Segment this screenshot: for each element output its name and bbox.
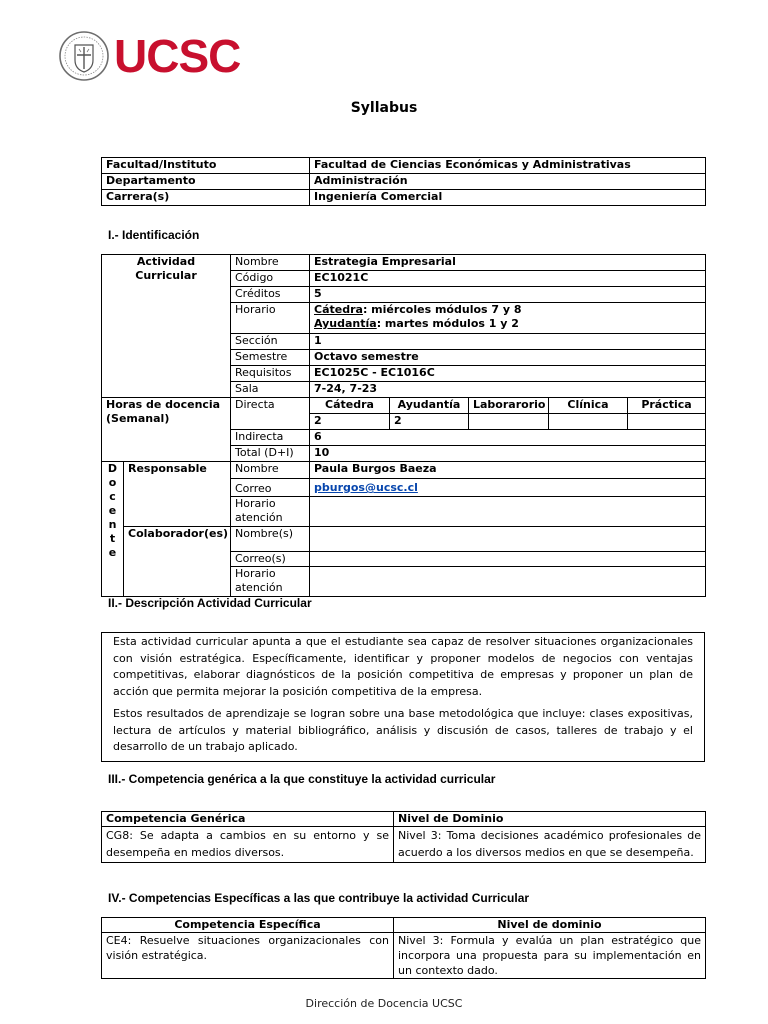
section-heading-identification: I.- Identificación xyxy=(108,228,200,242)
schedule-label: Horario xyxy=(231,303,310,334)
responsible-office-hours xyxy=(310,497,706,527)
requirements-label: Requisitos xyxy=(231,366,310,382)
hours-clinic xyxy=(549,414,628,430)
table-row xyxy=(102,158,706,174)
specific-competence-header: Competencia Específica xyxy=(102,918,394,933)
collaborator-email xyxy=(310,552,706,567)
collaborator-email-label: Correo(s) xyxy=(231,552,310,567)
collaborator-label: Colaborador(es) xyxy=(124,527,231,597)
section-heading-description: II.- Descripción Actividad Curricular xyxy=(108,596,312,610)
requirements-value: EC1025C - EC1016C xyxy=(310,366,706,382)
hours-header-assistantship: Ayudantía xyxy=(390,398,469,414)
specific-competence-table xyxy=(101,917,706,979)
hours-assistantship: 2 xyxy=(390,414,469,430)
generic-competence-header: Competencia Genérica xyxy=(102,812,394,827)
mastery-level-cell: Nivel 3: Toma decisiones académico profesionales de acuerdo a los diversos medios en que se desempeña. xyxy=(394,827,706,863)
university-seal-logo xyxy=(58,30,110,82)
docente-vertical-label: D o c e n t e xyxy=(102,462,124,597)
table-row xyxy=(102,174,706,190)
description-paragraph: Esta actividad curricular apunta a que el estudiante sea capaz de resolver situaciones organizacionales con visión estratégica. Específicamente, identificar y proponer modelos de negocios con ventajas competitivas, elaborar diagnósticos de la posición competitiva de empresas y proponer un plan de acción que permita mejorar la posición competitiva de la empresa. xyxy=(113,635,693,698)
responsible-email-link[interactable]: pburgos@ucsc.cl xyxy=(314,481,418,494)
indirect-label: Indirecta xyxy=(231,430,310,446)
teaching-hours-label: Horas de docencia (Semanal) xyxy=(102,398,231,462)
semester-value: Octavo semestre xyxy=(310,350,706,366)
collaborator-name-label: Nombre(s) xyxy=(231,527,310,552)
section-label: Sección xyxy=(231,334,310,350)
hours-header-clinic: Clínica xyxy=(549,398,628,414)
collaborator-office-hours-label: Horario atención xyxy=(231,567,310,597)
career-label: Carrera(s) xyxy=(102,190,310,206)
career-value: Ingeniería Comercial xyxy=(310,190,706,206)
department-value: Administración xyxy=(310,174,706,190)
table-row xyxy=(102,190,706,206)
semester-label: Semestre xyxy=(231,350,310,366)
indirect-value: 6 xyxy=(310,430,706,446)
responsible-email-label: Correo xyxy=(231,479,310,497)
hours-lab xyxy=(469,414,549,430)
total-value: 10 xyxy=(310,446,706,462)
course-code: EC1021C xyxy=(310,271,706,287)
section-heading-generic-competence: III.- Competencia genérica a la que constituye la actividad curricular xyxy=(108,772,496,786)
description-box xyxy=(101,632,705,762)
faculty-label: Facultad/Instituto xyxy=(102,158,310,174)
lecture-schedule: Cátedra: miércoles módulos 7 y 8 xyxy=(314,303,522,316)
schedule-value xyxy=(310,303,706,334)
generic-competence-table xyxy=(101,811,706,863)
total-label: Total (D+I) xyxy=(231,446,310,462)
specific-competence-cell: CE4: Resuelve situaciones organizacionales con visión estratégica. xyxy=(102,933,394,979)
page-footer: Dirección de Docencia UCSC xyxy=(305,997,463,1010)
hours-header-lecture: Cátedra xyxy=(310,398,390,414)
activity-label: Actividad Curricular xyxy=(102,255,231,398)
responsible-label: Responsable xyxy=(124,462,231,527)
direct-label: Directa xyxy=(231,398,310,430)
name-label: Nombre xyxy=(231,255,310,271)
course-name: Estrategia Empresarial xyxy=(310,255,706,271)
responsible-name: Paula Burgos Baeza xyxy=(310,462,706,479)
faculty-value: Facultad de Ciencias Económicas y Administrativas xyxy=(310,158,706,174)
credits-label: Créditos xyxy=(231,287,310,303)
section-value: 1 xyxy=(310,334,706,350)
description-paragraph: Estos resultados de aprendizaje se logran sobre una base metodológica que incluye: clases expositivas, lectura de artículos y material bibliográfico, análisis y discusión de casos, talleres de trabajo y el desarrollo de un trabajo aplicado. xyxy=(113,707,693,753)
section-heading-specific-competences: IV.- Competencias Específicas a las que contribuye la actividad Curricular xyxy=(108,891,530,905)
hours-header-lab: Laborarorio xyxy=(469,398,549,414)
document-title: Syllabus xyxy=(350,100,418,116)
hours-lecture: 2 xyxy=(310,414,390,430)
code-label: Código xyxy=(231,271,310,287)
room-label: Sala xyxy=(231,382,310,398)
mastery-level-header: Nivel de Dominio xyxy=(394,812,706,827)
responsible-name-label: Nombre xyxy=(231,462,310,479)
ucsc-logo-text: UCSC xyxy=(114,30,241,82)
hours-practice xyxy=(628,414,706,430)
specific-mastery-cell: Nivel 3: Formula y evalúa un plan estratégico que incorpora una propuesta para su implementación en un contexto dado. xyxy=(394,933,706,979)
room-value: 7-24, 7-23 xyxy=(310,382,706,398)
generic-competence-cell: CG8: Se adapta a cambios en su entorno y se desempeña en medios diversos. xyxy=(102,827,394,863)
hours-header-practice: Práctica xyxy=(628,398,706,414)
assistantship-schedule: Ayudantía: martes módulos 1 y 2 xyxy=(314,317,519,330)
specific-mastery-header: Nivel de dominio xyxy=(394,918,706,933)
collaborator-office-hours xyxy=(310,567,706,597)
faculty-info-table xyxy=(101,157,706,206)
identification-table xyxy=(101,254,706,597)
course-credits: 5 xyxy=(310,287,706,303)
responsible-office-hours-label: Horario atención xyxy=(231,497,310,527)
department-label: Departamento xyxy=(102,174,310,190)
collaborator-name xyxy=(310,527,706,552)
